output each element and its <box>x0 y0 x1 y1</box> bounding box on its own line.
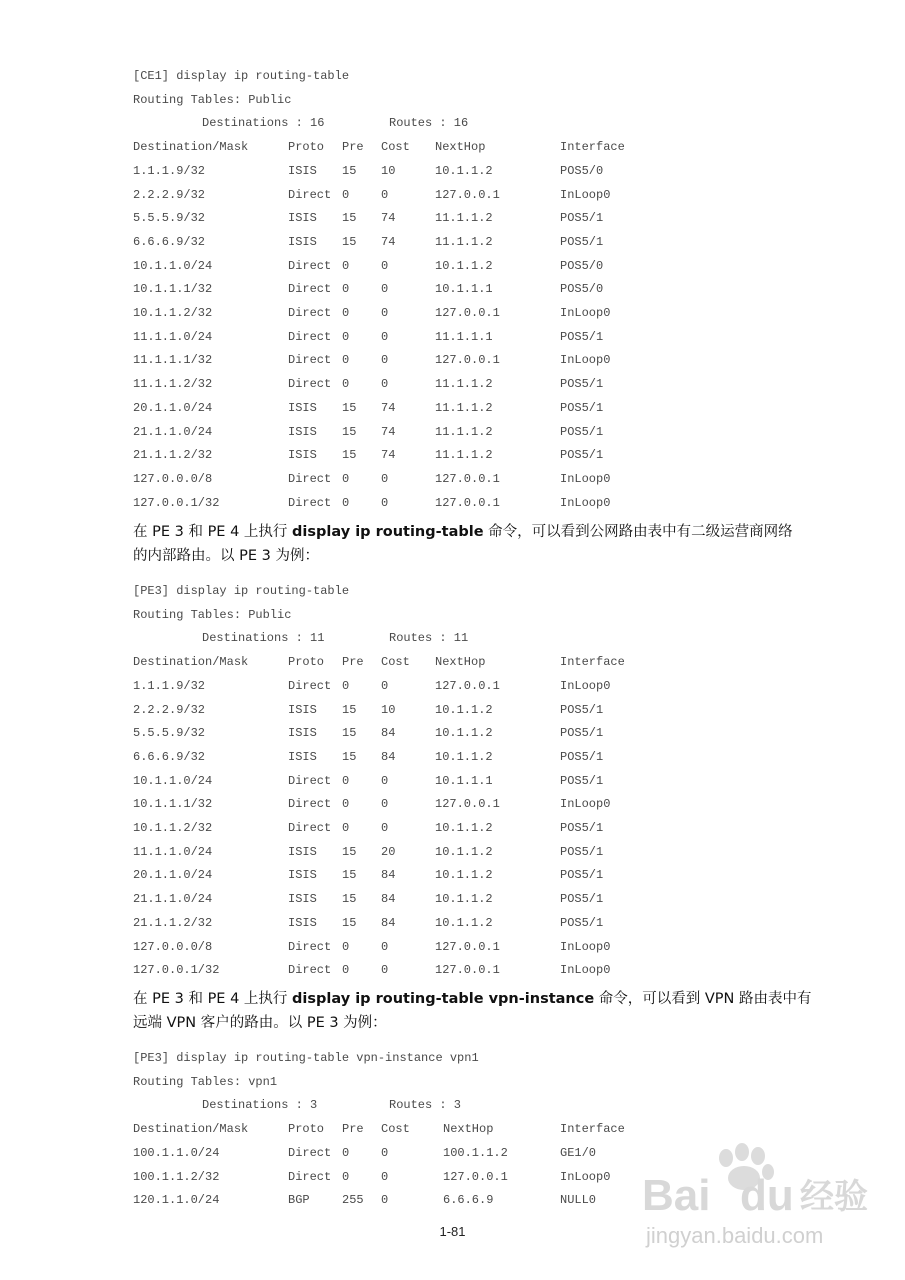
table-cell: 0 <box>342 330 350 344</box>
table-cell: POS5/1 <box>560 448 604 462</box>
inline-command: display ip routing-table vpn-instance <box>292 991 595 1007</box>
column-header: Destination/Mask <box>133 1122 249 1136</box>
table-cell: 0 <box>342 963 350 977</box>
table-cell: POS5/1 <box>560 868 604 882</box>
table-cell: 11.1.1.2 <box>435 448 493 462</box>
table-cell: 0 <box>381 679 389 693</box>
table-cell: 127.0.0.1 <box>435 306 500 320</box>
table-cell: 11.1.1.2 <box>435 401 493 415</box>
table-cell: InLoop0 <box>560 472 611 486</box>
table-cell: 0 <box>381 940 389 954</box>
table-cell: 1.1.1.9/32 <box>133 679 206 693</box>
table-cell: POS5/1 <box>560 235 604 249</box>
table-cell: 10.1.1.1/32 <box>133 282 213 296</box>
table-cell: 0 <box>381 496 389 510</box>
table-cell: 15 <box>342 703 357 717</box>
table-cell: 74 <box>381 425 396 439</box>
table-cell: 10 <box>381 703 396 717</box>
table-cell: 5.5.5.9/32 <box>133 211 206 225</box>
table-cell: 0 <box>342 496 350 510</box>
watermark-brand-text: Bai <box>642 1171 711 1220</box>
table-cell: NULL0 <box>560 1193 597 1207</box>
table-cell: Direct <box>288 259 332 273</box>
table-cell: ISIS <box>288 726 317 740</box>
table-cell: 11.1.1.0/24 <box>133 845 213 859</box>
table-cell: 10.1.1.2 <box>435 164 493 178</box>
table-cell: Direct <box>288 472 332 486</box>
paragraph-text: 在 PE 3 和 PE 4 上执行 <box>133 524 293 540</box>
table-cell: ISIS <box>288 211 317 225</box>
table-cell: 15 <box>342 211 357 225</box>
column-header: Pre <box>342 140 364 154</box>
table-cell: 84 <box>381 726 396 740</box>
table-cell: 127.0.0.1/32 <box>133 963 220 977</box>
table-cell: 20.1.1.0/24 <box>133 401 213 415</box>
table-cell: 0 <box>381 821 389 835</box>
table-cell: 10.1.1.2 <box>435 726 493 740</box>
destinations-count: Destinations : 3 <box>202 1098 318 1112</box>
table-cell: 10.1.1.2/32 <box>133 821 213 835</box>
table-cell: 15 <box>342 235 357 249</box>
column-header: Proto <box>288 140 325 154</box>
table-cell: POS5/1 <box>560 377 604 391</box>
column-header: NextHop <box>443 1122 494 1136</box>
table-cell: 127.0.0.1 <box>435 963 500 977</box>
table-cell: POS5/0 <box>560 164 604 178</box>
table-cell: InLoop0 <box>560 963 611 977</box>
table-cell: 0 <box>342 377 350 391</box>
column-header: Interface <box>560 140 625 154</box>
table-cell: 15 <box>342 425 357 439</box>
table-cell: 74 <box>381 211 396 225</box>
table-cell: 0 <box>342 1170 350 1184</box>
table-cell: ISIS <box>288 845 317 859</box>
body-paragraph-line <box>133 987 812 1011</box>
table-cell: 11.1.1.1 <box>435 330 493 344</box>
table-cell: 10.1.1.2 <box>435 916 493 930</box>
table-cell: 1.1.1.9/32 <box>133 164 206 178</box>
table-cell: 6.6.6.9 <box>443 1193 494 1207</box>
table-cell: 2.2.2.9/32 <box>133 703 206 717</box>
table-cell: InLoop0 <box>560 940 611 954</box>
table-cell: Direct <box>288 353 332 367</box>
table-cell: 15 <box>342 845 357 859</box>
table-cell: Direct <box>288 797 332 811</box>
routing-table-title: Routing Tables: Public <box>133 608 292 622</box>
routing-table-title: Routing Tables: Public <box>133 93 292 107</box>
table-cell: Direct <box>288 679 332 693</box>
table-cell: 0 <box>342 1146 350 1160</box>
cli-command: [PE3] display ip routing-table vpn-instance vpn1 <box>133 1051 479 1065</box>
table-cell: POS5/1 <box>560 774 604 788</box>
table-cell: 10.1.1.2 <box>435 750 493 764</box>
table-cell: 84 <box>381 750 396 764</box>
table-cell: BGP <box>288 1193 310 1207</box>
table-cell: 5.5.5.9/32 <box>133 726 206 740</box>
table-cell: 11.1.1.2/32 <box>133 377 213 391</box>
page-number: 1-81 <box>439 1224 466 1239</box>
table-cell: GE1/0 <box>560 1146 597 1160</box>
table-cell: ISIS <box>288 916 317 930</box>
table-cell: 127.0.0.1 <box>435 679 500 693</box>
table-cell: 6.6.6.9/32 <box>133 235 206 249</box>
table-cell: 0 <box>381 377 389 391</box>
table-cell: 0 <box>342 306 350 320</box>
table-cell: 10.1.1.2/32 <box>133 306 213 320</box>
table-cell: 10.1.1.1/32 <box>133 797 213 811</box>
table-cell: 84 <box>381 916 396 930</box>
table-cell: 11.1.1.1/32 <box>133 353 213 367</box>
table-cell: 0 <box>381 797 389 811</box>
table-cell: 21.1.1.0/24 <box>133 892 213 906</box>
table-cell: 74 <box>381 401 396 415</box>
column-header: Proto <box>288 655 325 669</box>
cli-command: [CE1] display ip routing-table <box>133 69 350 83</box>
table-cell: 15 <box>342 401 357 415</box>
table-cell: 11.1.1.2 <box>435 211 493 225</box>
body-paragraph-line: 远端 VPN 客户的路由。以 PE 3 为例： <box>133 1015 387 1031</box>
table-cell: 100.1.1.0/24 <box>133 1146 220 1160</box>
table-cell: 100.1.1.2/32 <box>133 1170 220 1184</box>
table-cell: Direct <box>288 1170 332 1184</box>
table-cell: 84 <box>381 868 396 882</box>
table-cell: POS5/1 <box>560 845 604 859</box>
table-cell: 10 <box>381 164 396 178</box>
table-cell: 15 <box>342 750 357 764</box>
table-cell: 0 <box>342 188 350 202</box>
table-cell: 15 <box>342 916 357 930</box>
svg-text:经验: 经验 <box>800 1177 868 1217</box>
paragraph-text: 命令，可以看到 VPN 路由表中有 <box>594 991 812 1007</box>
paragraph-text: 在 PE 3 和 PE 4 上执行 <box>133 991 293 1007</box>
table-cell: 11.1.1.2 <box>435 377 493 391</box>
inline-command: display ip routing-table <box>292 524 484 540</box>
paragraph-text: 命令，可以看到公网路由表中有二级运营商网络 <box>483 524 793 540</box>
table-cell: 127.0.0.0/8 <box>133 940 213 954</box>
table-cell: Direct <box>288 306 332 320</box>
table-cell: 0 <box>381 330 389 344</box>
column-header: Cost <box>381 140 410 154</box>
table-cell: ISIS <box>288 401 317 415</box>
table-cell: ISIS <box>288 703 317 717</box>
table-cell: 10.1.1.1 <box>435 774 493 788</box>
table-cell: POS5/1 <box>560 916 604 930</box>
cli-command: [PE3] display ip routing-table <box>133 584 350 598</box>
table-cell: 0 <box>381 963 389 977</box>
table-cell: 127.0.0.1 <box>435 472 500 486</box>
column-header: Cost <box>381 1122 410 1136</box>
table-cell: 10.1.1.0/24 <box>133 774 213 788</box>
table-cell: ISIS <box>288 425 317 439</box>
svg-text:du: du <box>740 1171 794 1220</box>
table-cell: POS5/1 <box>560 401 604 415</box>
table-cell: 0 <box>342 774 350 788</box>
table-cell: Direct <box>288 940 332 954</box>
table-cell: 20.1.1.0/24 <box>133 868 213 882</box>
column-header: Pre <box>342 655 364 669</box>
column-header: Destination/Mask <box>133 655 249 669</box>
table-cell: 10.1.1.0/24 <box>133 259 213 273</box>
table-cell: 84 <box>381 892 396 906</box>
table-cell: Direct <box>288 496 332 510</box>
table-cell: 0 <box>381 306 389 320</box>
table-cell: 10.1.1.2 <box>435 703 493 717</box>
table-cell: ISIS <box>288 892 317 906</box>
table-cell: POS5/0 <box>560 259 604 273</box>
table-cell: Direct <box>288 963 332 977</box>
table-cell: 127.0.0.1 <box>443 1170 508 1184</box>
table-cell: 127.0.0.1 <box>435 940 500 954</box>
body-paragraph-line: 的内部路由。以 PE 3 为例： <box>133 548 319 564</box>
table-cell: InLoop0 <box>560 679 611 693</box>
table-cell: 127.0.0.1/32 <box>133 496 220 510</box>
table-cell: 127.0.0.1 <box>435 797 500 811</box>
table-cell: Direct <box>288 377 332 391</box>
routes-count: Routes : 11 <box>389 631 469 645</box>
table-cell: 15 <box>342 868 357 882</box>
destinations-count: Destinations : 16 <box>202 116 325 130</box>
table-cell: POS5/1 <box>560 425 604 439</box>
body-paragraph-line <box>133 520 793 544</box>
table-cell: InLoop0 <box>560 797 611 811</box>
column-header: Proto <box>288 1122 325 1136</box>
column-header: Cost <box>381 655 410 669</box>
table-cell: 120.1.1.0/24 <box>133 1193 220 1207</box>
table-cell: 0 <box>342 797 350 811</box>
table-cell: 0 <box>342 259 350 273</box>
table-cell: 0 <box>381 353 389 367</box>
table-cell: InLoop0 <box>560 188 611 202</box>
table-cell: 74 <box>381 235 396 249</box>
table-cell: ISIS <box>288 750 317 764</box>
table-cell: 20 <box>381 845 396 859</box>
table-cell: POS5/0 <box>560 282 604 296</box>
table-cell: Direct <box>288 1146 332 1160</box>
table-cell: ISIS <box>288 164 317 178</box>
table-cell: POS5/1 <box>560 750 604 764</box>
table-cell: 0 <box>342 353 350 367</box>
watermark-url: jingyan.baidu.com <box>646 1223 824 1248</box>
table-cell: 10.1.1.2 <box>435 845 493 859</box>
column-header: Interface <box>560 655 625 669</box>
table-cell: 21.1.1.0/24 <box>133 425 213 439</box>
table-cell: POS5/1 <box>560 892 604 906</box>
table-cell: 21.1.1.2/32 <box>133 916 213 930</box>
table-cell: 15 <box>342 726 357 740</box>
table-cell: 0 <box>342 282 350 296</box>
table-cell: Direct <box>288 821 332 835</box>
table-cell: 10.1.1.2 <box>435 892 493 906</box>
table-cell: 11.1.1.0/24 <box>133 330 213 344</box>
table-cell: 11.1.1.2 <box>435 235 493 249</box>
table-cell: 127.0.0.0/8 <box>133 472 213 486</box>
routing-table-title: Routing Tables: vpn1 <box>133 1075 278 1089</box>
table-cell: InLoop0 <box>560 353 611 367</box>
table-cell: 0 <box>342 821 350 835</box>
table-cell: ISIS <box>288 868 317 882</box>
table-cell: 100.1.1.2 <box>443 1146 508 1160</box>
routes-count: Routes : 3 <box>389 1098 462 1112</box>
table-cell: InLoop0 <box>560 1170 611 1184</box>
table-cell: 0 <box>381 282 389 296</box>
table-cell: Direct <box>288 188 332 202</box>
table-cell: POS5/1 <box>560 703 604 717</box>
column-header: NextHop <box>435 655 486 669</box>
table-cell: 0 <box>342 679 350 693</box>
table-cell: 0 <box>381 1170 389 1184</box>
table-cell: 0 <box>381 1146 389 1160</box>
column-header: Interface <box>560 1122 625 1136</box>
table-cell: POS5/1 <box>560 211 604 225</box>
table-cell: 10.1.1.2 <box>435 868 493 882</box>
table-cell: 0 <box>381 188 389 202</box>
table-cell: InLoop0 <box>560 306 611 320</box>
table-cell: 127.0.0.1 <box>435 496 500 510</box>
routes-count: Routes : 16 <box>389 116 469 130</box>
table-cell: POS5/1 <box>560 726 604 740</box>
column-header: NextHop <box>435 140 486 154</box>
table-cell: 0 <box>381 774 389 788</box>
table-cell: 2.2.2.9/32 <box>133 188 206 202</box>
table-cell: 6.6.6.9/32 <box>133 750 206 764</box>
table-cell: 15 <box>342 892 357 906</box>
table-cell: Direct <box>288 774 332 788</box>
table-cell: 21.1.1.2/32 <box>133 448 213 462</box>
table-cell: 0 <box>381 259 389 273</box>
table-cell: InLoop0 <box>560 496 611 510</box>
column-header: Destination/Mask <box>133 140 249 154</box>
table-cell: 0 <box>342 940 350 954</box>
table-cell: 15 <box>342 448 357 462</box>
table-cell: ISIS <box>288 448 317 462</box>
table-cell: POS5/1 <box>560 821 604 835</box>
table-cell: 0 <box>381 472 389 486</box>
table-cell: 127.0.0.1 <box>435 188 500 202</box>
baidu-jingyan-watermark <box>640 1140 895 1260</box>
table-cell: 10.1.1.2 <box>435 259 493 273</box>
table-cell: 0 <box>381 1193 389 1207</box>
table-cell: Direct <box>288 330 332 344</box>
table-cell: 11.1.1.2 <box>435 425 493 439</box>
destinations-count: Destinations : 11 <box>202 631 325 645</box>
table-cell: 10.1.1.2 <box>435 821 493 835</box>
table-cell: ISIS <box>288 235 317 249</box>
table-cell: POS5/1 <box>560 330 604 344</box>
table-cell: 10.1.1.1 <box>435 282 493 296</box>
table-cell: 74 <box>381 448 396 462</box>
table-cell: 0 <box>342 472 350 486</box>
table-cell: 127.0.0.1 <box>435 353 500 367</box>
column-header: Pre <box>342 1122 364 1136</box>
table-cell: 255 <box>342 1193 364 1207</box>
table-cell: Direct <box>288 282 332 296</box>
table-cell: 15 <box>342 164 357 178</box>
